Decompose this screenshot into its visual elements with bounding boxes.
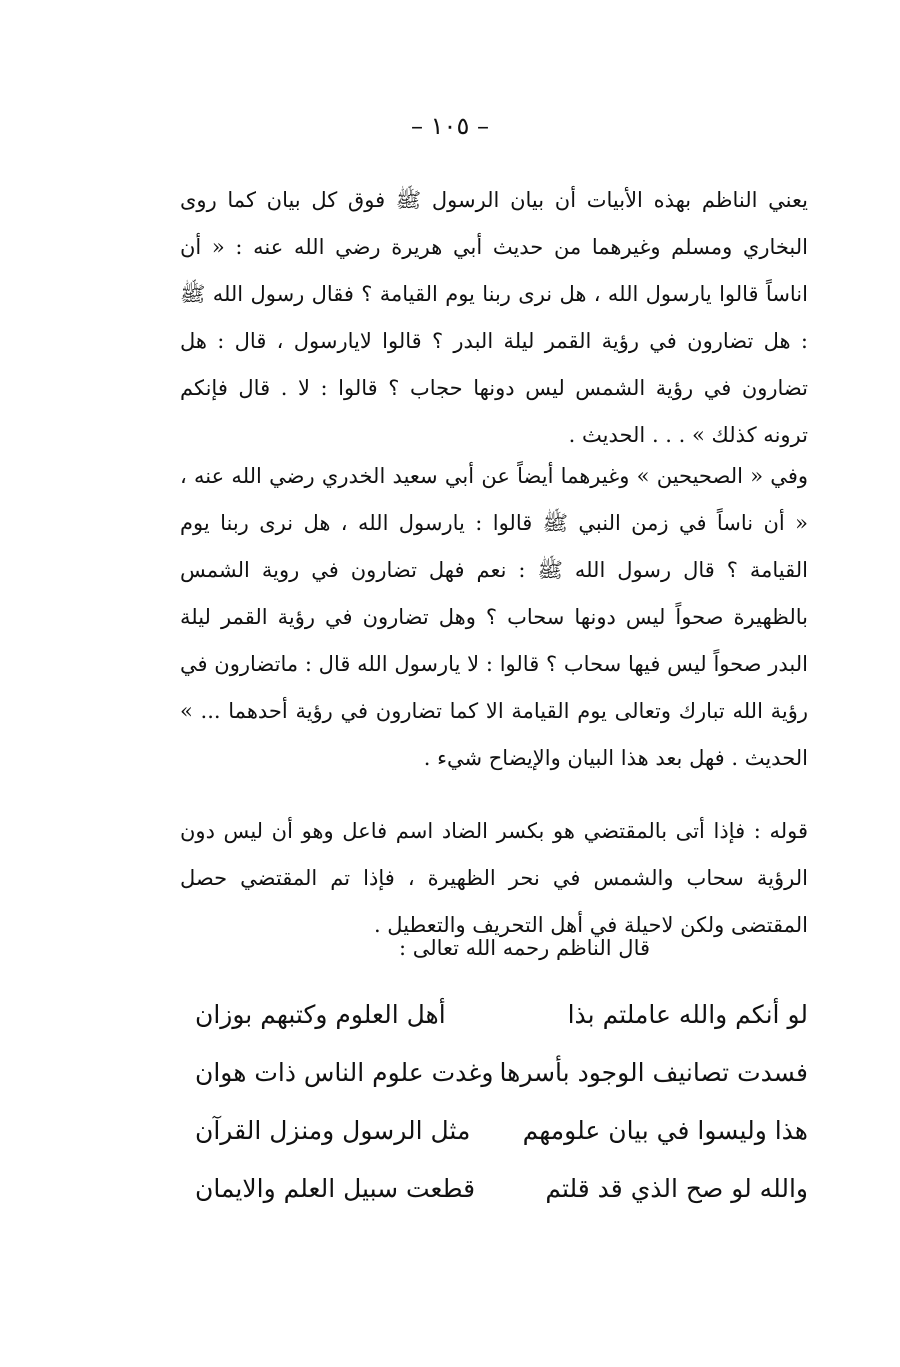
verse-3-second-hemistich: مثل الرسول ومنزل القرآن — [195, 1116, 471, 1145]
verse-1-first-hemistich: لو أنكم والله عاملتم بذا — [567, 1000, 808, 1029]
verse-2-second-hemistich: وغدت علوم الناس ذات هوان — [195, 1058, 494, 1087]
verse-1-second-hemistich: أهل العلوم وكتبهم بوزان — [195, 1000, 446, 1029]
poem-heading: قال الناظم رحمه الله تعالى : — [398, 936, 650, 960]
paragraph-3: قوله : فإذا أتى بالمقتضي هو بكسر الضاد اسم فاعل وهو أن ليس دون الرؤية سحاب والشمس في نحر الظهيرة ، فإذا تم المقتضي حصل المقتضى ولكن لاحيلة في أهل التحريف والتعطيل . — [180, 819, 808, 937]
verse-1 — [195, 986, 808, 1044]
verse-2 — [195, 1044, 808, 1102]
paragraph-1: يعني الناظم بهذه الأبيات أن بيان الرسول ﷺ فوق كل بيان كما روى البخاري ومسلم وغيرهما من حديث أبي هريرة رضي الله عنه : « أن اناساً قالوا يارسول الله ، هل نرى ربنا يوم القيامة ؟ فقال رسول الله ﷺ : هل تضارون في رؤية القمر ليلة البدر ؟ قالوا لايارسول ، قال : هل تضارون في رؤية الشمس ليس دونها حجاب ؟ قالوا : لا . قال فإنكم ترونه كذلك » . . . الحديث . — [180, 188, 808, 447]
verse-4-second-hemistich: قطعت سبيل العلم والايمان — [195, 1174, 476, 1203]
paragraph-2: وفي « الصحيحين » وغيرهما أيضاً عن أبي سعيد الخدري رضي الله عنه ، « أن ناساً في زمن النبي ﷺ قالوا : يارسول الله ، هل نرى ربنا يوم القيامة ؟ قال رسول الله ﷺ : نعم فهل تضارون في روية الشمس بالظهيرة صحواً ليس دونها سحاب ؟ وهل تضارون في رؤية القمر ليلة البدر صحواً ليس فيها سحاب ؟ قالوا : لا يارسول الله قال : ماتضارون في رؤية الله تبارك وتعالى يوم القيامة الا كما تضارون في رؤية أحدهما ... » الحديث . فهل بعد هذا البيان والإيضاح شيء . — [180, 464, 808, 770]
verse-4 — [195, 1160, 808, 1218]
verse-4-first-hemistich: والله لو صح الذي قد قلتم — [545, 1174, 808, 1203]
verse-3-first-hemistich: هذا وليسوا في بيان علومهم — [522, 1116, 808, 1145]
verse-2-first-hemistich: فسدت تصانيف الوجود بأسرها — [499, 1058, 808, 1087]
poem — [195, 986, 808, 1218]
page-number: – ١٠٥ – — [411, 112, 489, 140]
verse-3 — [195, 1102, 808, 1160]
